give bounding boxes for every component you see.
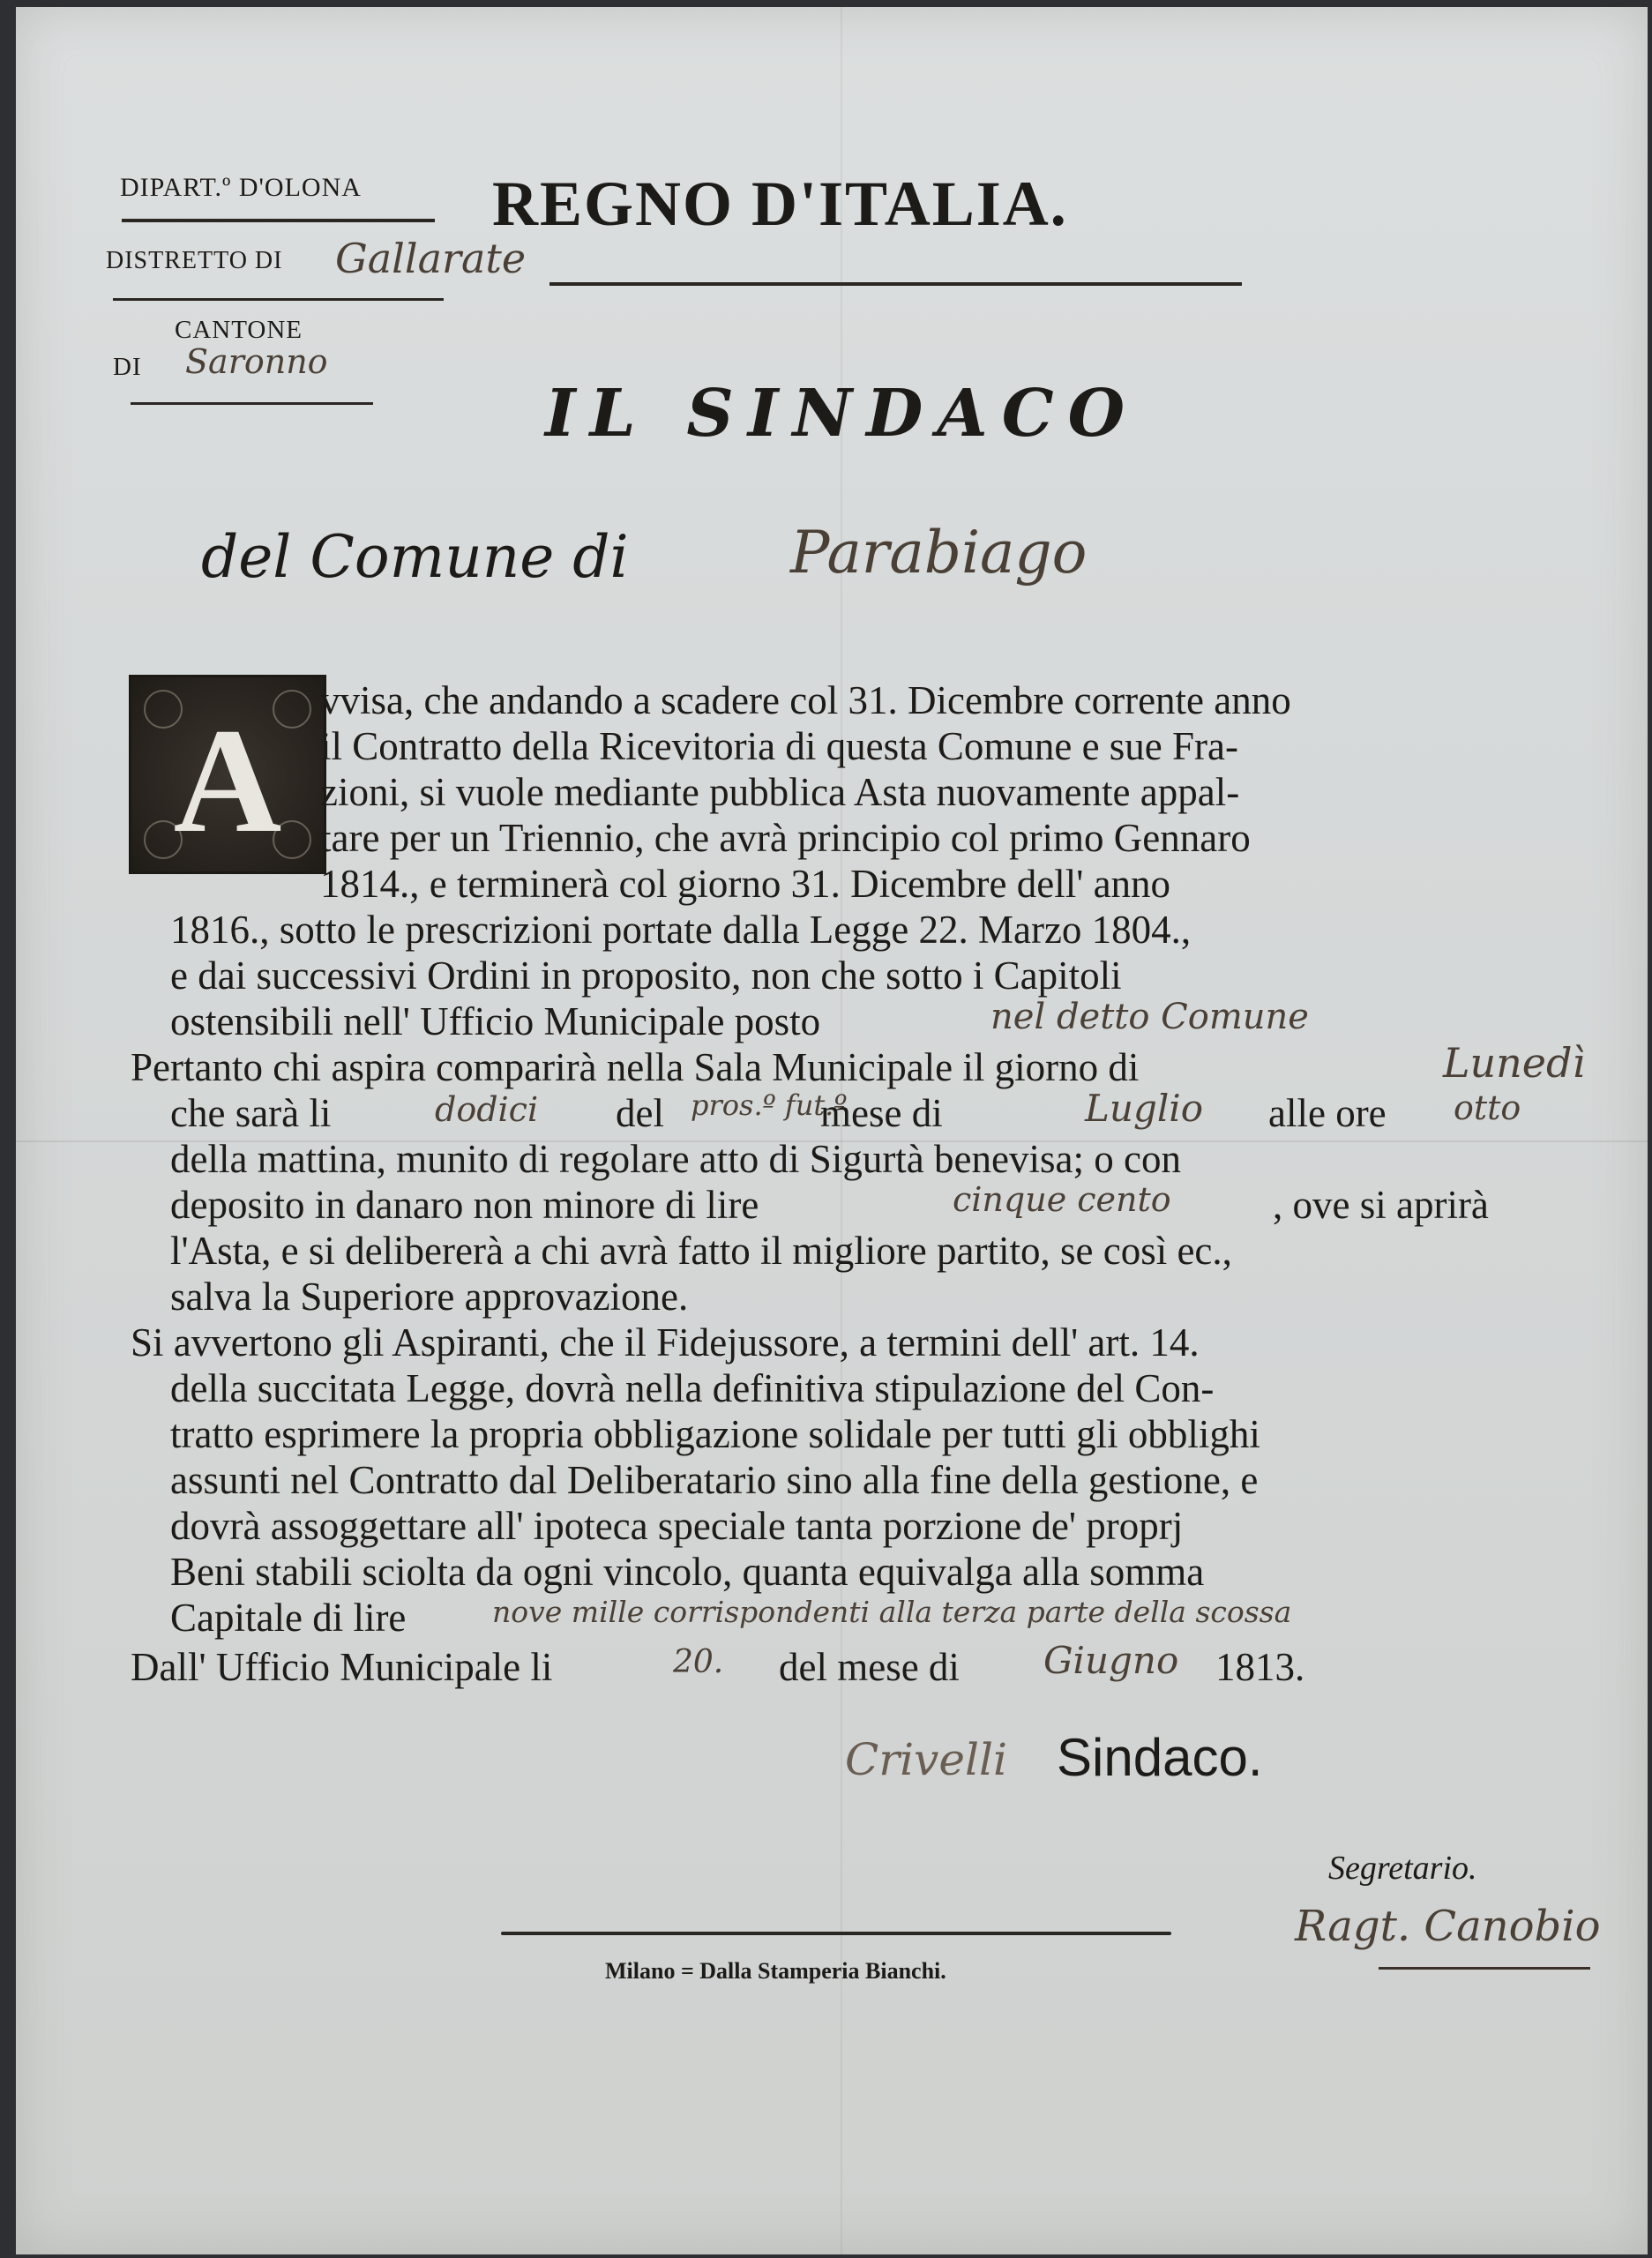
body-line: zioni, si vuole mediante pubblica Asta nuovamente appal- <box>320 770 1240 814</box>
body-line: assunti nel Contratto dal Deliberatario sino alla fine della gestione, e <box>170 1458 1259 1502</box>
body-line: e dai successivi Ordini in proposito, non che sotto i Capitoli <box>170 953 1122 998</box>
body-line: che sarà li <box>170 1091 332 1135</box>
dipartimento-label: DIPART.º D'OLONA <box>120 173 362 202</box>
cantone-value: Saronno <box>185 342 328 381</box>
handwritten-data-giorno: 20. <box>673 1644 724 1680</box>
segretario-label: Segretario. <box>1328 1850 1477 1887</box>
body-line: ostensibili nell' Ufficio Municipale posto <box>170 999 821 1043</box>
body-line: 1814., e terminerà col giorno 31. Dicembre dell' anno <box>320 862 1171 906</box>
handwritten-capitale: nove mille corrispondenti alla terza parte della scossa <box>492 1595 1292 1629</box>
body-line: Dall' Ufficio Municipale li <box>131 1645 553 1689</box>
body-line: l'Asta, e si delibererà a chi avrà fatto il migliore partito, se così ec., <box>170 1229 1232 1273</box>
signature-underline <box>1379 1967 1590 1970</box>
body-line: il Contratto della Ricevitoria di questa Comune e sue Fra- <box>320 724 1238 768</box>
document-sheet <box>16 7 1648 2254</box>
body-line: mese di <box>820 1091 943 1135</box>
handwritten-posto: nel detto Comune <box>990 997 1309 1037</box>
comune-label: del Comune di <box>201 523 629 591</box>
sindaco-signature: Crivelli <box>845 1734 1007 1785</box>
ornament-rule <box>501 1932 1171 1935</box>
handwritten-li: dodici <box>435 1090 539 1129</box>
body-line: Pertanto chi aspira comparirà nella Sala Municipale il giorno di <box>131 1045 1140 1089</box>
printer-line: Milano = Dalla Stamperia Bianchi. <box>605 1958 946 1984</box>
body-line: del <box>616 1091 664 1135</box>
body-line: salva la Superiore approvazione. <box>170 1275 689 1319</box>
body-line: deposito in danaro non minore di lire <box>170 1183 759 1227</box>
divider <box>122 219 435 222</box>
body-line: alle ore <box>1268 1091 1387 1135</box>
di-label: DI <box>113 353 142 381</box>
dropcap-letter: A <box>173 698 282 864</box>
sindaco-label: Sindaco. <box>1057 1728 1263 1787</box>
page-title: IL SINDACO <box>545 376 1140 452</box>
body-line: Beni stabili sciolta da ogni vincolo, quanta equivalga alla somma <box>170 1550 1205 1594</box>
body-line: tare per un Triennio, che avrà principio col primo Gennaro <box>320 816 1251 860</box>
divider <box>113 298 444 301</box>
handwritten-mese: Luglio <box>1085 1087 1203 1130</box>
body-line: Si avvertono gli Aspiranti, che il Fidejussore, a termini dell' art. 14. <box>131 1320 1200 1365</box>
comune-value: Parabiago <box>790 519 1088 587</box>
kingdom-heading: REGNO D'ITALIA. <box>492 168 1068 239</box>
handwritten-del: pros.º fut.º <box>691 1088 848 1122</box>
handwritten-ore: otto <box>1454 1088 1521 1127</box>
decorative-initial <box>129 675 326 874</box>
cantone-label: CANTONE <box>175 316 303 344</box>
body-line: dovrà assoggettare all' ipoteca speciale tanta porzione de' proprj <box>170 1504 1184 1548</box>
body-line: vvisa, che andando a scadere col 31. Dicembre corrente anno <box>320 678 1291 722</box>
body-line: tratto esprimere la propria obbligazione solidale per tutti gli obblighi <box>170 1412 1260 1456</box>
body-line: della mattina, munito di regolare atto di Sigurtà benevisa; o con <box>170 1137 1181 1181</box>
body-line: della succitata Legge, dovrà nella definitiva stipulazione del Con- <box>170 1366 1215 1410</box>
handwritten-data-mese: Giugno <box>1043 1639 1179 1682</box>
divider <box>549 282 1242 286</box>
handwritten-lire: cinque cento <box>953 1180 1171 1219</box>
body-line: , ove si aprirà <box>1273 1183 1489 1227</box>
body-line: 1816., sotto le prescrizioni portate dalla Legge 22. Marzo 1804., <box>170 908 1192 952</box>
body-line: Capitale di lire <box>170 1596 407 1640</box>
handwritten-giorno: Lunedì <box>1443 1039 1586 1087</box>
body-line: 1813. <box>1215 1645 1305 1689</box>
body-line: del mese di <box>779 1645 960 1689</box>
ornament-rule <box>131 402 373 405</box>
segretario-signature: Ragt. Canobio <box>1295 1902 1601 1951</box>
distretto-value: Gallarate <box>335 235 527 282</box>
distretto-label: DISTRETTO DI <box>106 247 283 274</box>
